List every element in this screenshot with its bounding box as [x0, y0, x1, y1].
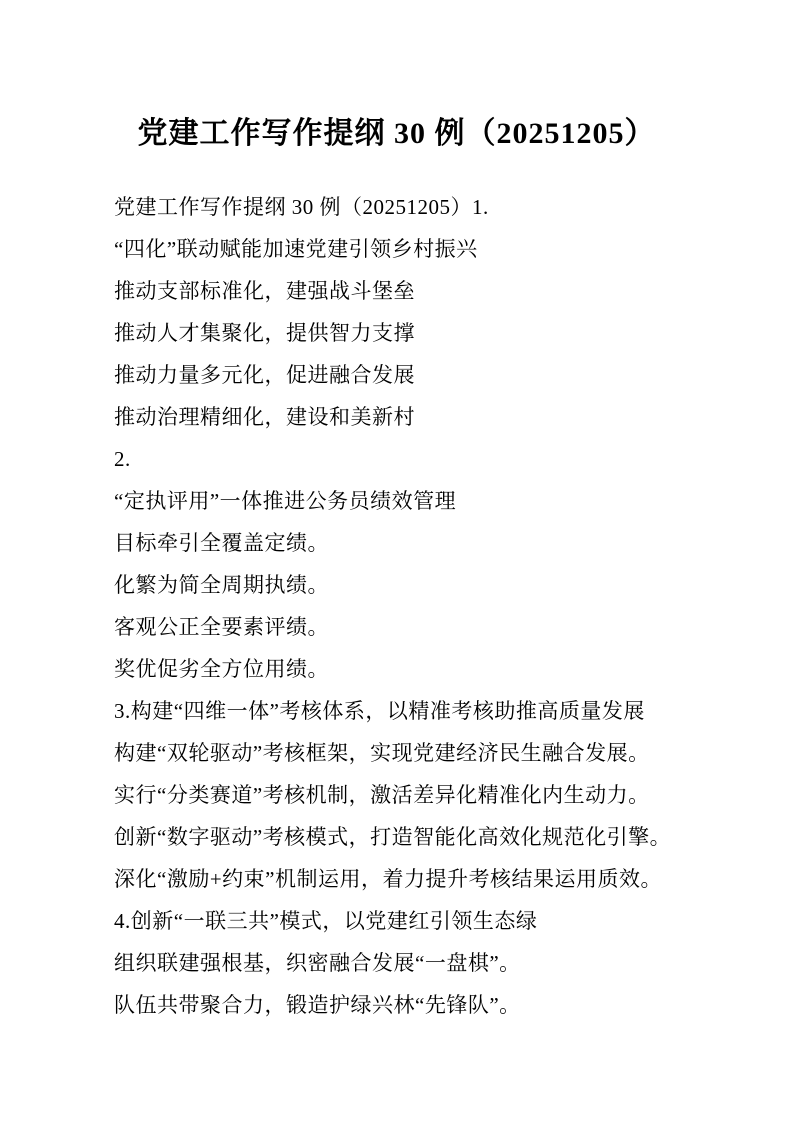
paragraph-line: 队伍共带聚合力，锻造护绿兴林“先锋队”。 — [114, 993, 521, 1017]
paragraph-line: 4.创新“一联三共”模式，以党建红引领生态绿 — [114, 909, 538, 933]
paragraph-line: 创新“数字驱动”考核模式，打造智能化高效化规范化引擎。 — [114, 825, 672, 849]
paragraph-line: 客观公正全要素评绩。 — [114, 615, 329, 639]
paragraph-line: 推动人才集聚化，提供智力支撑 — [114, 321, 415, 345]
paragraph-line: “定执评用”一体推进公务员绩效管理 — [114, 489, 457, 513]
paragraph-line: 推动力量多元化，促进融合发展 — [114, 363, 415, 387]
document-title: 党建工作写作提纲 30 例（20251205） — [137, 117, 656, 150]
paragraph-line: 奖优促劣全方位用绩。 — [114, 657, 329, 681]
document-body — [114, 186, 703, 1026]
paragraph-line: “四化”联动赋能加速党建引领乡村振兴 — [114, 237, 478, 261]
paragraph-line: 深化“激励+约束”机制运用，着力提升考核结果运用质效。 — [114, 867, 662, 891]
paragraph-line: 2. — [114, 447, 131, 471]
paragraph-line: 实行“分类赛道”考核机制，激活差异化精准化内生动力。 — [114, 783, 650, 807]
paragraph-line: 推动治理精细化，建设和美新村 — [114, 405, 415, 429]
paragraph-line: 组织联建强根基，织密融合发展“一盘棋”。 — [114, 951, 521, 975]
paragraph-line: 推动支部标准化，建强战斗堡垒 — [114, 279, 415, 303]
paragraph-line: 党建工作写作提纲 30 例（20251205）1. — [114, 195, 489, 219]
paragraph-line: 化繁为简全周期执绩。 — [114, 573, 329, 597]
paragraph-line: 目标牵引全覆盖定绩。 — [114, 531, 329, 555]
paragraph-line: 构建“双轮驱动”考核框架，实现党建经济民生融合发展。 — [114, 741, 650, 765]
paragraph-line: 3.构建“四维一体”考核体系，以精准考核助推高质量发展 — [114, 699, 645, 723]
